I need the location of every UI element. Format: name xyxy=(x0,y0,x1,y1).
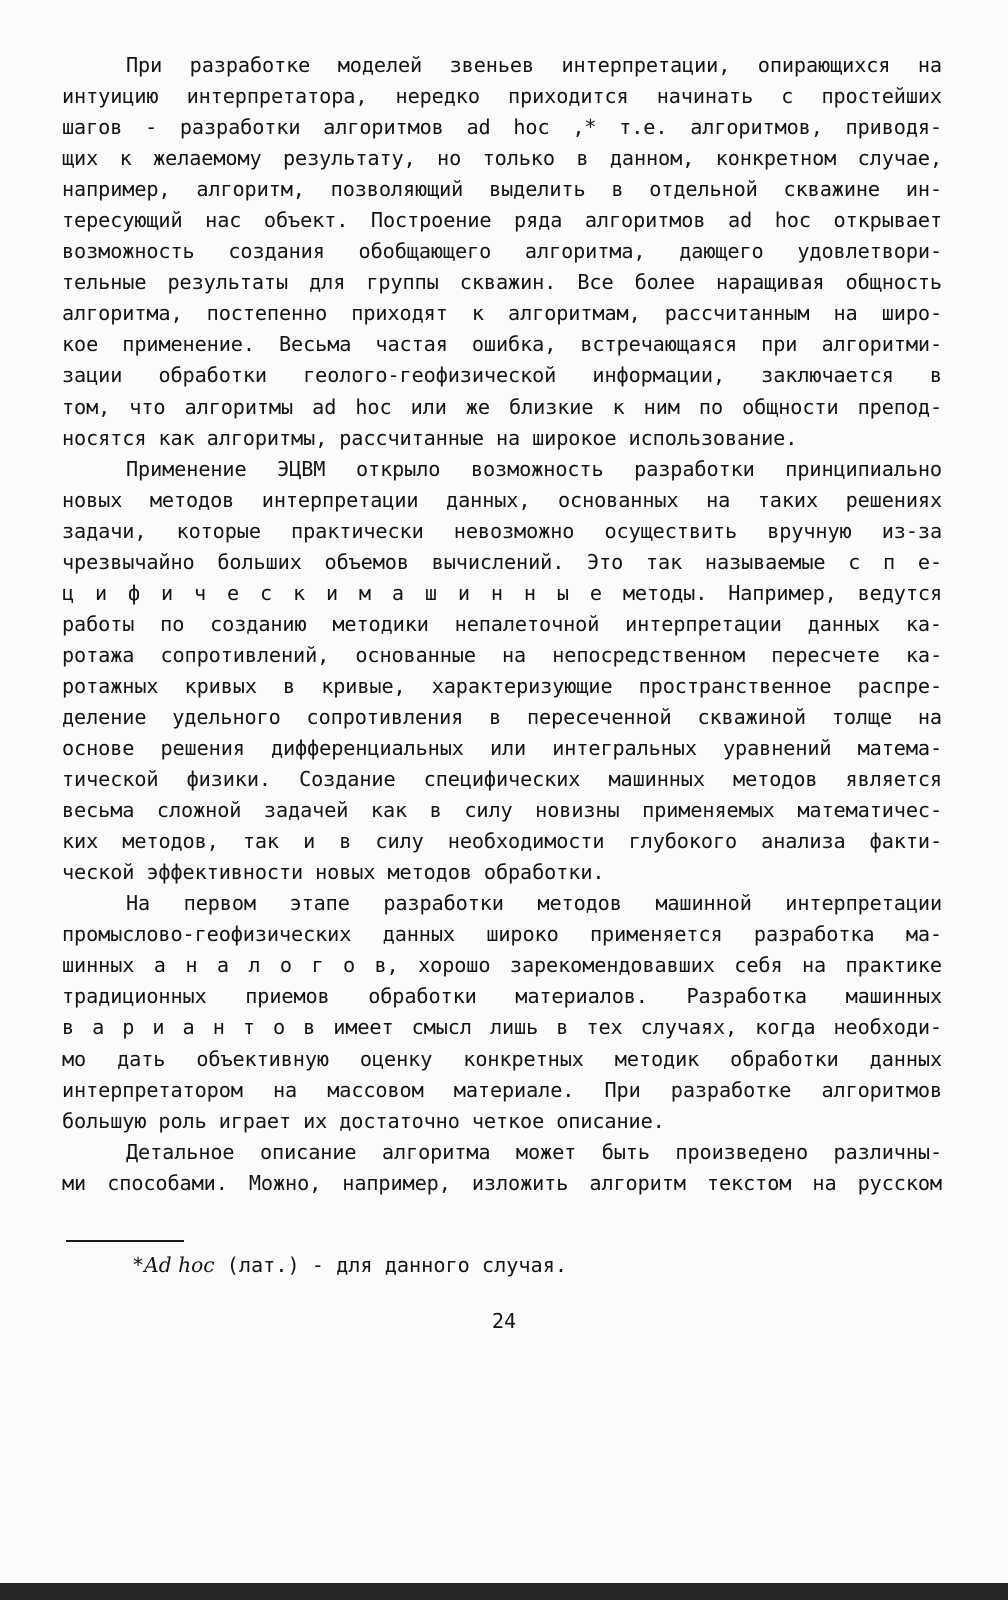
text-line: ротажа сопротивлений, основанные на непосредственном пересчете ка- xyxy=(62,642,942,667)
text-line: основе решения дифференциальных или интегральных уравнений матема- xyxy=(62,736,942,761)
text-line: щих к желаемому результату, но только в данном, конкретном случае, xyxy=(62,146,942,171)
text-line: тельные результаты для группы скважин. Все более наращивая общность xyxy=(62,270,942,295)
text-line: например, алгоритм, позволяющий выделить в отдельной скважине ин- xyxy=(62,177,942,202)
text-line: интуицию интерпретатора, нередко приходится начинать с простейших xyxy=(62,84,942,109)
text-line: задачи, которые практически невозможно осуществить вручную из-за xyxy=(62,518,942,543)
text-line: шинных а н а л о г о в, хорошо зарекомендовавших себя на практике xyxy=(62,953,942,978)
footnote-term: Ad hoc xyxy=(144,1253,215,1277)
text-line: ц и ф и ч е с к и м а ш и н н ы е методы. Например, ведутся xyxy=(62,580,942,605)
text-line: традиционных приемов обработки материалов. Разработка машинных xyxy=(62,984,942,1009)
text-line: ротажных кривых в кривые, характеризующие пространственное распре- xyxy=(62,673,942,698)
text-line: мо дать объективную оценку конкретных методик обработки данных xyxy=(62,1046,942,1071)
text-line: На первом этапе разработки методов машинной интерпретации xyxy=(126,891,942,916)
footnote-text: (лат.) - для данного случая. xyxy=(214,1253,568,1277)
text-line: зации обработки геолого-геофизической информации, заключается в xyxy=(62,363,942,388)
text-line: Применение ЭЦВМ открыло возможность разработки принципиально xyxy=(126,456,942,481)
text-line: При разработке моделей звеньев интерпретации, опирающихся на xyxy=(126,53,942,77)
text-line: в а р и а н т о в имеет смысл лишь в тех случаях, когда необходи- xyxy=(62,1015,942,1040)
text-line: ких методов, так и в силу необходимости глубокого анализа факти- xyxy=(62,829,942,854)
footnote-separator xyxy=(66,1240,184,1242)
text-line: интерпретатором на массовом материале. При разработке алгоритмов xyxy=(62,1077,942,1102)
text-line: новых методов интерпретации данных, основанных на таких решениях xyxy=(62,487,942,512)
text-line: большую роль играет их достаточно четкое описание. xyxy=(62,1108,665,1133)
text-line: шагов - разработки алгоритмов ad hoc ,* т.е. алгоритмов, приводя- xyxy=(62,115,942,140)
page-number: 24 xyxy=(491,1309,517,1333)
text-line: кое применение. Весьма частая ошибка, встречающаяся при алгоритми- xyxy=(62,332,942,357)
text-line: Детальное описание алгоритма может быть произведено различны- xyxy=(126,1139,942,1164)
text-line: носятся как алгоритмы, рассчитанные на широкое использование. xyxy=(62,425,798,450)
text-line: ческой эффективности новых методов обработки. xyxy=(62,860,605,885)
text-line: тической физики. Создание специфических машинных методов является xyxy=(62,767,942,792)
text-line: тересующий нас объект. Построение ряда алгоритмов ad hoc открывает xyxy=(62,208,942,233)
scan-bottom-edge xyxy=(0,1583,1008,1600)
text-line: ми способами. Можно, например, изложить алгоритм текстом на русском xyxy=(62,1170,942,1195)
footnote-marker: * xyxy=(132,1253,145,1277)
text-line: деление удельного сопротивления в пересеченной скважиной толще на xyxy=(62,704,942,729)
footnote xyxy=(132,1250,567,1280)
text-line: том, что алгоритмы ad hoc или же близкие к ним по общности препод- xyxy=(62,394,942,419)
text-line: промыслово-геофизических данных широко применяется разработка ма- xyxy=(62,922,942,947)
text-line: работы по созданию методики непалеточной интерпретации данных ка- xyxy=(62,611,942,636)
text-line: весьма сложной задачей как в силу новизны применяемых математичес- xyxy=(62,798,942,823)
text-line: возможность создания обобщающего алгоритма, дающего удовлетвори- xyxy=(62,239,942,264)
text-line: чрезвычайно больших объемов вычислений. Это так называемые с п е- xyxy=(62,549,942,574)
body-text xyxy=(62,50,942,1199)
text-line: алгоритма, постепенно приходят к алгоритмам, рассчитанным на широ- xyxy=(62,301,942,326)
